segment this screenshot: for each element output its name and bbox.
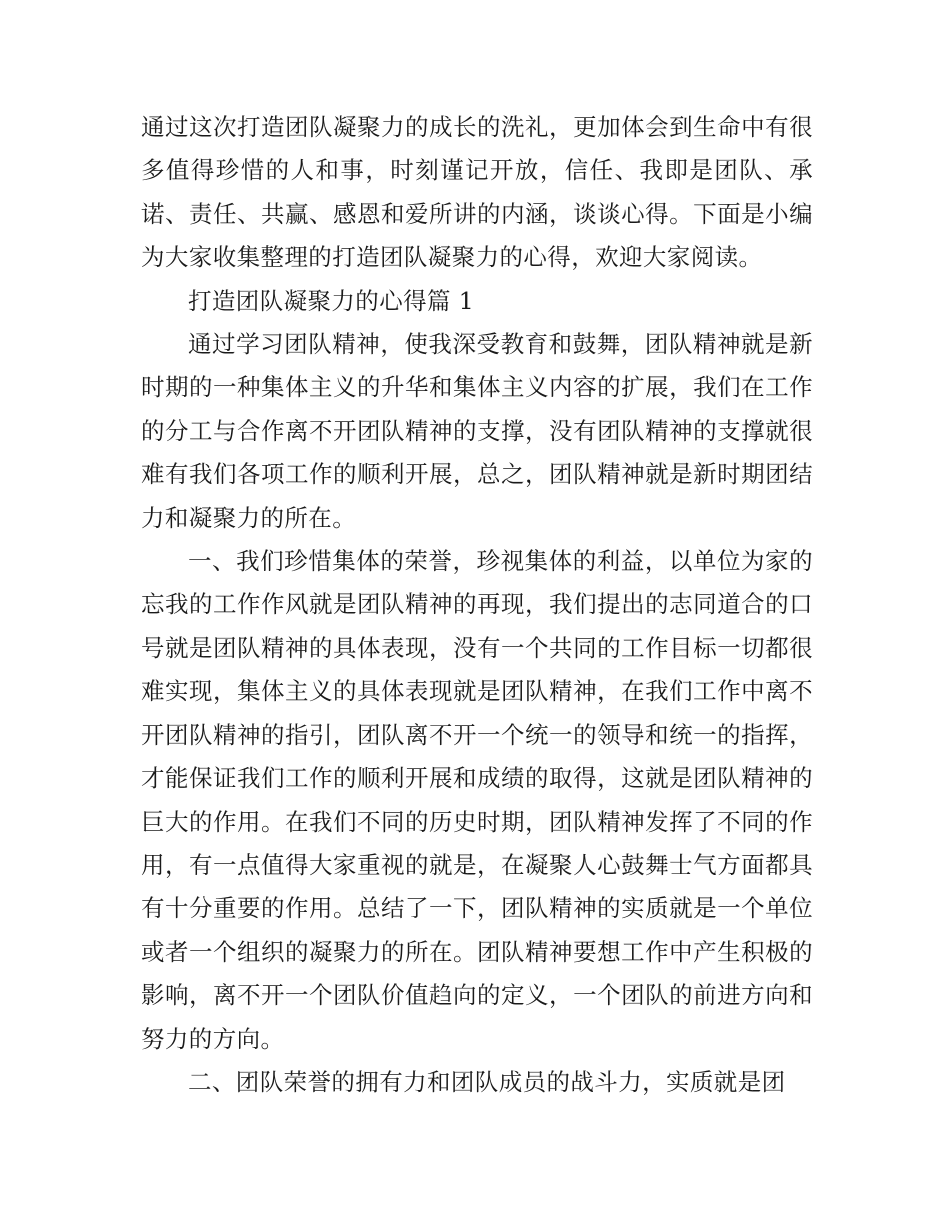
section-title: 打造团队凝聚力的心得篇 1 [188,286,475,315]
intro-paragraph: 通过这次打造团队凝聚力的成长的洗礼，更加体会到生命中有很多值得珍惜的人和事，时刻谨记开放，信任、我即是团队、承诺、责任、共赢、感恩和爱所讲的内涵，谈谈心得。下面是小编为大家收集整理的打造团队凝聚力的心得，欢迎大家阅读。 [141,113,813,272]
body-paragraph-1: 通过学习团队精神，使我深受教育和鼓舞，团队精神就是新时期的一种集体主义的升华和集体主义内容的扩展，我们在工作的分工与合作离不开团队精神的支撑，没有团队精神的支撑就很难有我们各项工作的顺利开展，总之，团队精神就是新时期团结力和凝聚力的所在。 [141,330,813,532]
document-body [141,106,813,1104]
body-paragraph-2: 一、我们珍惜集体的荣誉，珍视集体的利益，以单位为家的忘我的工作作风就是团队精神的再现，我们提出的志同道合的口号就是团队精神的具体表现，没有一个共同的工作目标一切都很难实现，集体主义的具体表现就是团队精神，在我们工作中离不开团队精神的指引，团队离不开一个统一的领导和统一的指挥，才能保证我们工作的顺利开展和成绩的取得，这就是团队精神的巨大的作用。在我们不同的历史时期，团队精神发挥了不同的作用，有一点值得大家重视的就是，在凝聚人心鼓舞士气方面都具有十分重要的作用。总结了一下，团队精神的实质就是一个单位或者一个组织的凝聚力的所在。团队精神要想工作中产生积极的影响，离不开一个团队价值趋向的定义，一个团队的前进方向和努力的方向。 [141,547,813,1053]
body-paragraph-3: 二、团队荣誉的拥有力和团队成员的战斗力，实质就是团 [188,1067,786,1096]
